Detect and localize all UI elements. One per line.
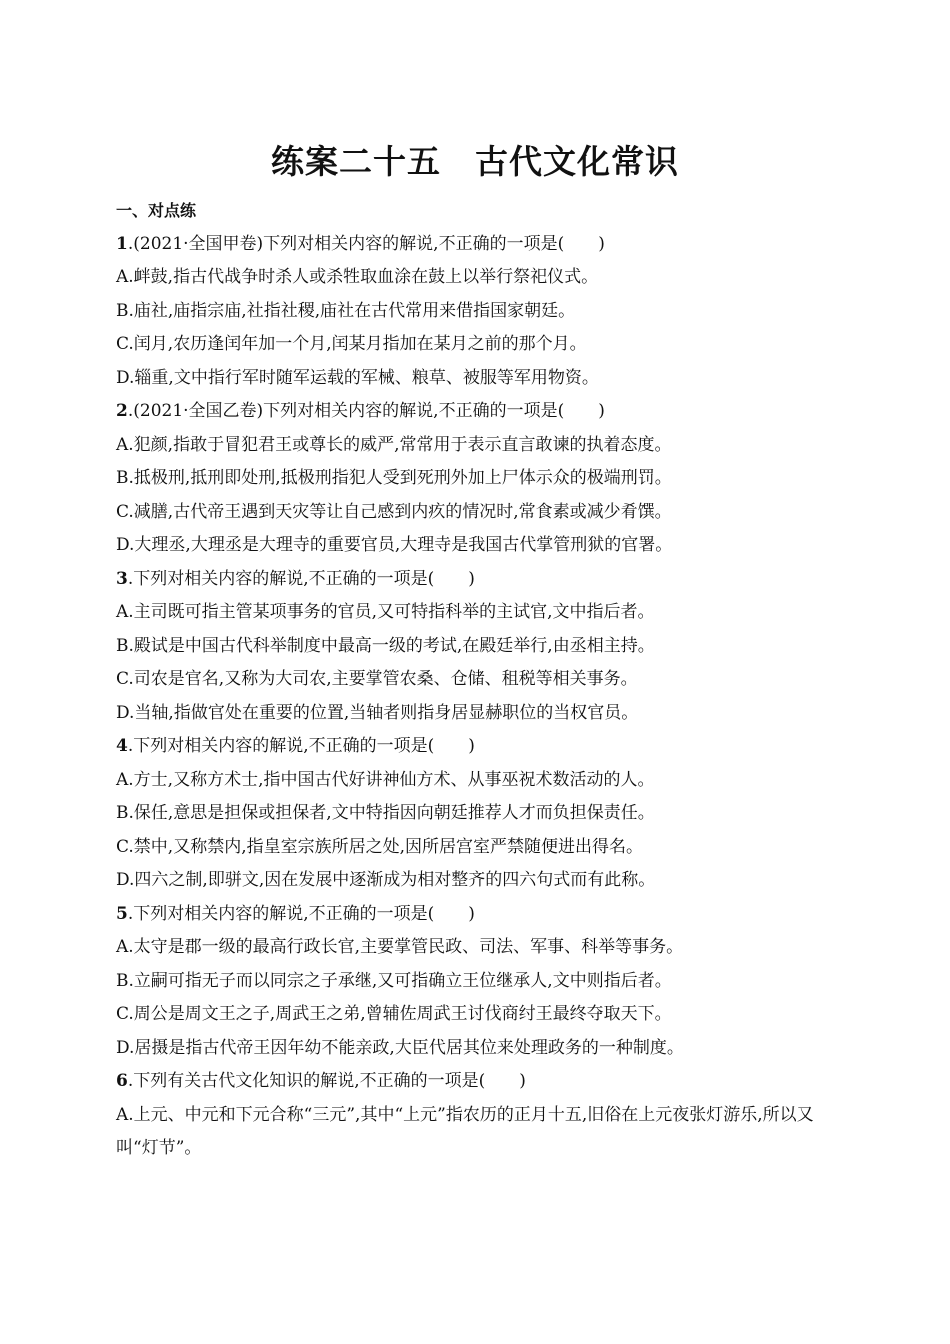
option-3d: D.当轴,指做官处在重要的位置,当轴者则指身居显赫职位的当权官员。 bbox=[116, 702, 639, 723]
option-5b: B.立嗣可指无子而以同宗之子承继,又可指确立王位继承人,文中则指后者。 bbox=[116, 970, 672, 991]
option-2d: D.大理丞,大理丞是大理寺的重要官员,大理寺是我国古代掌管刑狱的官署。 bbox=[116, 535, 673, 555]
option-2b: B.抵极刑,抵刑即处刑,抵极刑指犯人受到死刑外加上尸体示众的极端刑罚。 bbox=[116, 468, 672, 488]
question-text: .下列有关古代文化知识的解说,不正确的一项是( ) bbox=[127, 1071, 526, 1091]
question-number: 1 bbox=[116, 233, 128, 254]
question-stem-6 bbox=[116, 1065, 836, 1099]
option-3b: B.殿试是中国古代科举制度中最高一级的考试,在殿廷举行,由丞相主持。 bbox=[116, 635, 655, 656]
question-number: 5 bbox=[116, 903, 128, 924]
question-text: .下列对相关内容的解说,不正确的一项是( ) bbox=[127, 736, 475, 756]
question-stem-4 bbox=[116, 730, 836, 764]
option-3a: A.主司既可指主管某项事务的官员,又可特指科举的主试官,文中指后者。 bbox=[116, 602, 655, 622]
section-heading: 一、对点练 bbox=[116, 201, 197, 220]
question-number: 3 bbox=[116, 568, 128, 589]
option-1c: C.闰月,农历逢闰年加一个月,闰某月指加在某月之前的那个月。 bbox=[116, 334, 587, 354]
question-text: .(2021·全国甲卷)下列对相关内容的解说,不正确的一项是( ) bbox=[127, 233, 605, 254]
document-body bbox=[116, 194, 836, 1166]
question-number: 4 bbox=[116, 736, 128, 756]
option-5d: D.居摄是指古代帝王因年幼不能亲政,大臣代居其位来处理政务的一种制度。 bbox=[116, 1037, 684, 1058]
question-number: 2 bbox=[116, 401, 128, 421]
option-3c: C.司农是官名,又称为大司农,主要掌管农桑、仓储、租税等相关事务。 bbox=[116, 669, 638, 689]
question-stem-3 bbox=[116, 563, 836, 597]
page-title: 练案二十五 古代文化常识 bbox=[271, 142, 679, 181]
option-2a: A.犯颜,指敢于冒犯君王或尊长的威严,常常用于表示直言敢谏的执着态度。 bbox=[116, 434, 672, 455]
question-stem-5 bbox=[116, 898, 836, 932]
option-1b: B.庙社,庙指宗庙,社指社稷,庙社在古代常用来借指国家朝廷。 bbox=[116, 300, 576, 321]
question-text: .下列对相关内容的解说,不正确的一项是( ) bbox=[127, 568, 475, 589]
option-2c: C.减膳,古代帝王遇到天灾等让自己感到内疚的情况时,常食素或减少肴馔。 bbox=[116, 501, 672, 522]
question-number: 6 bbox=[116, 1071, 128, 1091]
question-text: .下列对相关内容的解说,不正确的一项是( ) bbox=[127, 903, 475, 924]
option-5a: A.太守是郡一级的最高行政长官,主要掌管民政、司法、军事、科举等事务。 bbox=[116, 937, 684, 957]
option-4c: C.禁中,又称禁内,指皇室宗族所居之处,因所居宫室严禁随便进出得名。 bbox=[116, 836, 644, 857]
question-text: .(2021·全国乙卷)下列对相关内容的解说,不正确的一项是( ) bbox=[127, 401, 605, 421]
option-5c: C.周公是周文王之子,周武王之弟,曾辅佐周武王讨伐商纣王最终夺取天下。 bbox=[116, 1004, 672, 1024]
option-4b: B.保任,意思是担保或担保者,文中特指因向朝廷推荐人才而负担保责任。 bbox=[116, 803, 655, 823]
option-1d: D.辎重,文中指行军时随军运载的军械、粮草、被服等军用物资。 bbox=[116, 367, 599, 388]
question-stem-2 bbox=[116, 395, 836, 429]
option-6a: A.上元、中元和下元合称“三元”,其中“上元”指农历的正月十五,旧俗在上元夜张灯游乐,所以又叫“灯节”。 bbox=[116, 1104, 814, 1158]
option-4d: D.四六之制,即骈文,因在发展中逐渐成为相对整齐的四六句式而有此称。 bbox=[116, 870, 656, 890]
question-stem-1 bbox=[116, 228, 836, 262]
option-4a: A.方士,又称方术士,指中国古代好讲神仙方术、从事巫祝术数活动的人。 bbox=[116, 769, 655, 790]
option-1a: A.衅鼓,指古代战争时杀人或杀牲取血涂在鼓上以举行祭祀仪式。 bbox=[116, 267, 599, 287]
